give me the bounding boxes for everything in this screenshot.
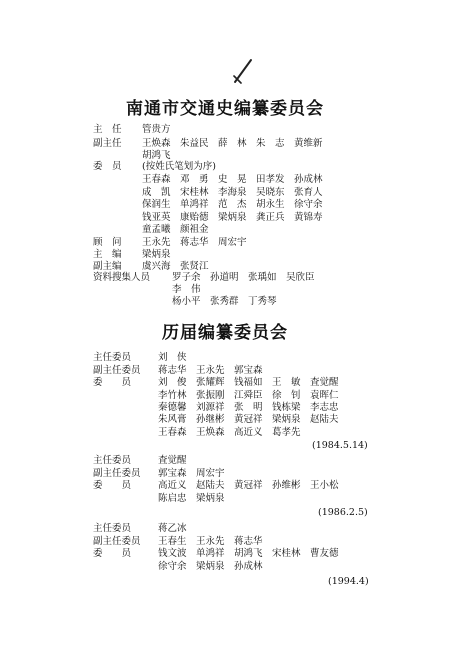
committee-title: 南通市交通史编纂委员会 [126,99,324,119]
member-names: 王春生 王永先 蒋志华 [158,536,263,547]
term-date: (1986.2.5) [318,507,368,518]
role-label: 主 任 [93,124,122,135]
member-names: 蒋乙冰 [158,523,187,534]
member-names: 蒋志华 王永先 郭宝森 [158,365,263,376]
role-label: 主任委员 [93,352,132,363]
role-label: 委 员 [93,548,132,559]
handwritten-check-mark [232,58,254,84]
member-names: 郭宝森 周宏宇 [158,468,225,479]
role-label: 委 员 [93,161,122,172]
member-names: (按姓氏笔划为序) [142,161,216,172]
member-names: 保润生 单鸿祥 范 杰 胡永生 徐守余 [142,199,323,210]
member-names: 高近义 赵陆夫 黄冠祥 孙维彬 王小松 [158,480,339,491]
member-names: 梁炳泉 [142,249,171,260]
member-names: 王永先 蒋志华 周宏宇 [142,237,247,248]
member-names: 刘 侠 [158,352,187,363]
role-label: 委 员 [93,480,132,491]
role-label: 副主任委员 [93,536,141,547]
role-label: 副主任委员 [93,468,141,479]
past-committees-title: 历届编纂委员会 [162,323,288,343]
member-names: 管贵方 [142,124,171,135]
role-label: 顾 问 [93,237,122,248]
role-label: 副主编 [93,261,122,272]
role-label: 主 编 [93,249,122,260]
role-label: 资料搜集人员 [93,272,151,283]
role-label: 副主任委员 [93,365,141,376]
member-names: 李竹林 张振刚 江舜臣 徐 钊 袁晖仁 [158,390,339,401]
member-names: 査觉醒 [158,455,187,466]
member-names: 王春森 邓 勇 史 晃 田孝发 孙成林 [142,174,323,185]
term-date: (1984.5.14) [312,440,368,451]
role-label: 副主任 [93,138,122,149]
member-names: 虞兴海 张贤江 [142,261,209,272]
member-names: 童孟曦 颜祖金 [142,224,209,235]
member-names: 王焕森 朱益民 薛 林 朱 志 黄维新 [142,138,323,149]
member-names: 成 凯 宋桂林 李海泉 吴晓东 张育人 [142,187,323,198]
member-names: 秦德馨 刘源祥 张 明 钱栋梁 李志忠 [158,402,339,413]
member-names: 王春森 王焕森 高近义 葛孝先 [158,427,301,438]
member-names: 刘 俊 张耀辉 钱福如 王 敏 査觉醒 [158,377,339,388]
member-names: 徐守余 梁炳泉 孙成林 [158,561,263,572]
member-names: 罗子余 孙道明 张瑀如 吴欣臣 [172,272,315,283]
member-names: 胡鸿飞 [142,150,171,161]
member-names: 陈启忠 梁炳泉 [158,493,225,504]
role-label: 委 员 [93,377,132,388]
member-names: 李 伟 [172,284,201,295]
member-names: 钱文波 单鸿祥 胡鸿飞 宋桂林 曹友德 [158,548,339,559]
member-names: 朱风膏 孙继彬 黄冠祥 梁炳泉 赵陆夫 [158,414,339,425]
role-label: 主任委员 [93,455,132,466]
member-names: 钱亚英 康贻德 梁炳泉 龚正兵 黄锦寿 [142,212,323,223]
term-date: (1994.4) [328,576,369,587]
member-names: 杨小平 张秀群 丁秀琴 [172,296,277,307]
role-label: 主任委员 [93,523,132,534]
